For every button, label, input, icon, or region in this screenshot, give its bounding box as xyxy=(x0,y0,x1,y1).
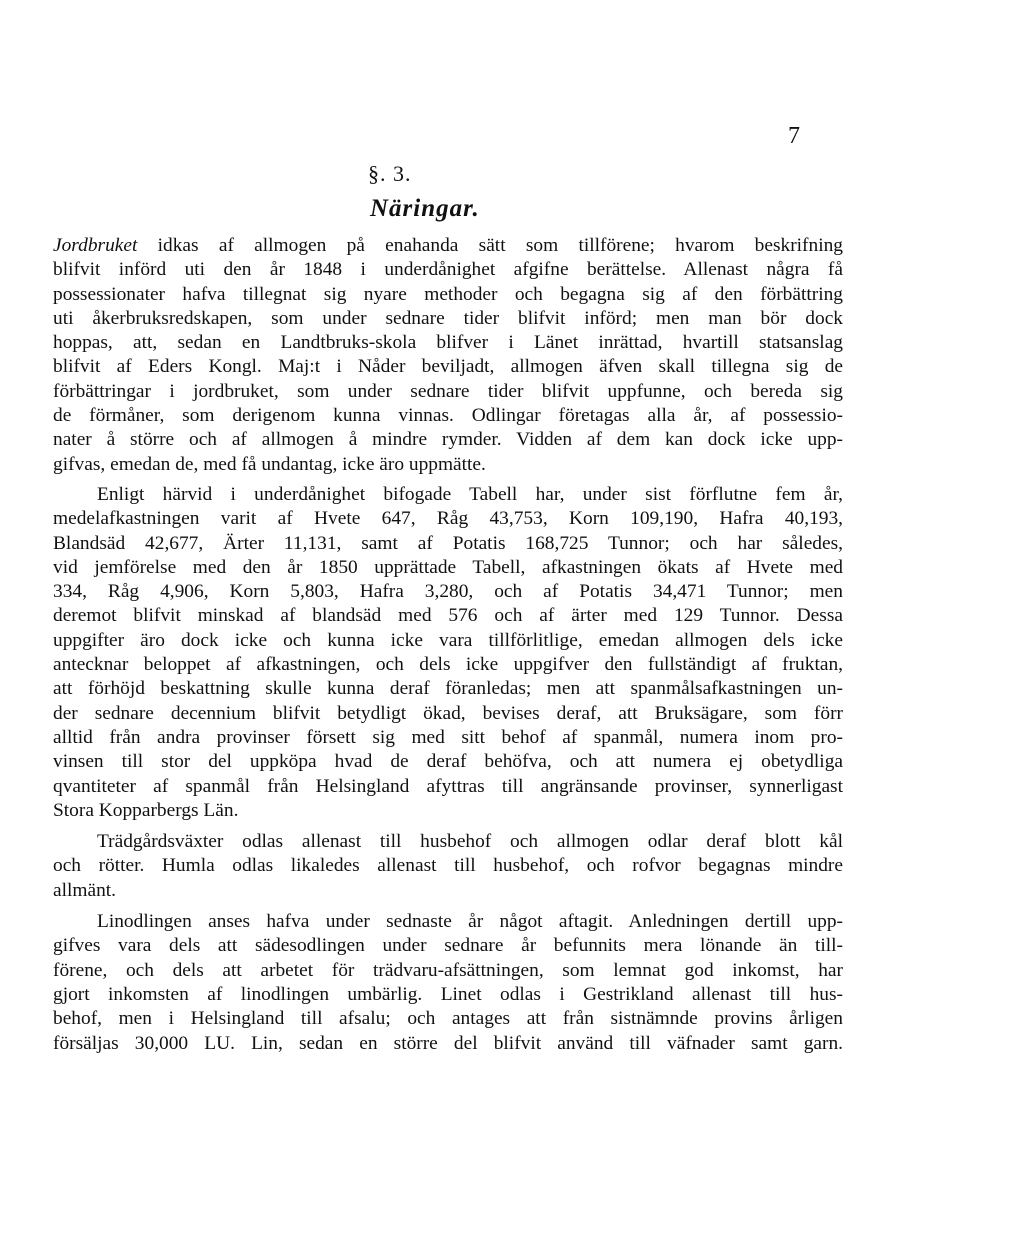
text-line: uppgifter äro dock icke och kunna icke vara tillförlitlige, emedan allmogen dels icke xyxy=(53,629,843,651)
text-line: behof, men i Helsingland till afsalu; och antages att från sistnämnde provins årligen xyxy=(53,1008,843,1030)
text-line: possessionater hafva tillegnat sig nyare methoder och begagna sig af den förbättring xyxy=(53,283,843,305)
text-line: Linodlingen anses hafva under sednaste år något aftagit. Anledningen dertill upp- xyxy=(97,911,843,933)
text-line: gjort inkomsten af linodlingen umbärlig. Linet odlas i Gestrikland allenast till hus- xyxy=(53,983,843,1005)
text-line: gifves vara dels att sädesodlingen under sednare år befunnits mera lönande än till- xyxy=(53,935,843,957)
text-line: gifvas, emedan de, med få undantag, icke äro uppmätte. xyxy=(53,453,486,475)
text-line: 334, Råg 4,906, Korn 5,803, Hafra 3,280, och af Potatis 34,471 Tunnor; men xyxy=(53,581,843,603)
italic-lead-word: Jordbruket xyxy=(53,235,138,256)
line-text: idkas af allmogen på enahanda sätt som tillförene; hvarom beskrifning xyxy=(137,235,843,256)
body-text xyxy=(53,234,843,1056)
text-line: der sednare decennium blifvit betydligt ökad, bevises deraf, att Bruksägare, som förr xyxy=(53,702,843,724)
text-line: de förmåner, som derigenom kunna vinnas. Odlingar företagas alla år, af possessio- xyxy=(53,405,843,427)
text-line: Trädgårdsväxter odlas allenast till husbehof och allmogen odlar deraf blott kål xyxy=(97,831,843,853)
text-line: deremot blifvit minskad af blandsäd med 576 och af ärter med 129 Tunnor. Dessa xyxy=(53,605,843,627)
paragraph-tradgardsvaxter xyxy=(53,830,843,903)
section-number: §. 3. xyxy=(368,161,412,186)
text-line: och rötter. Humla odlas likaledes allenast till husbehof, och rofvor begagnas mindre xyxy=(53,855,843,877)
text-line: alltid från andra provinser försett sig med sitt behof af spanmål, numera inom pro- xyxy=(53,726,843,748)
text-line: allmänt. xyxy=(53,879,117,901)
text-line xyxy=(53,234,843,258)
text-line: qvantiteter af spanmål från Helsingland afyttras till angränsande provinser, synnerligast xyxy=(53,775,843,797)
text-line: vinsen till stor del uppköpa hvad de deraf behöfva, och att numera ej obetydliga xyxy=(53,751,843,773)
text-line: antecknar beloppet af afkastningen, och dels icke uppgifver den fullständigt af fruktan, xyxy=(53,654,843,676)
paragraph-linodlingen xyxy=(53,910,843,1056)
text-line: vid jemförelse med den år 1850 upprättade Tabell, afkastningen ökats af Hvete med xyxy=(53,556,843,578)
text-line: Stora Kopparbergs Län. xyxy=(53,799,239,821)
text-line: att förhöjd beskattning skulle kunna deraf föranledas; men att spanmålsafkastningen un- xyxy=(53,678,843,700)
text-line: Enligt härvid i underdånighet bifogade Tabell har, under sist förflutne fem år, xyxy=(97,483,843,505)
paragraph-medelafkastning xyxy=(53,483,843,823)
text-line: Blandsäd 42,677, Ärter 11,131, samt af Potatis 168,725 Tunnor; och har således, xyxy=(53,532,843,554)
text-line: medelafkastningen varit af Hvete 647, Råg 43,753, Korn 109,190, Hafra 40,193, xyxy=(53,508,843,530)
text-line: hoppas, att, sedan en Landtbruks-skola blifver i Länet inrättad, hvartill statsanslag xyxy=(53,332,843,354)
page-number: 7 xyxy=(788,123,800,149)
text-line: blifvit införd uti den år 1848 i underdånighet afgifne berättelse. Allenast några få xyxy=(53,259,843,281)
paragraph-jordbruket xyxy=(53,234,843,477)
text-line: nater å större och af allmogen å mindre rymder. Vidden af dem kan dock icke upp- xyxy=(53,429,843,451)
text-line: försäljas 30,000 LU. Lin, sedan en större del blifvit använd till väfnader samt garn. xyxy=(53,1032,843,1054)
text-line: blifvit af Eders Kongl. Maj:t i Nåder beviljadt, allmogen äfven skall tillegna sig de xyxy=(53,356,843,378)
text-line: förbättringar i jordbruket, som under sednare tider blifvit uppfunne, och bereda sig xyxy=(53,380,843,402)
section-title: Näringar. xyxy=(370,195,480,222)
text-line: förene, och dels att arbetet för trädvaru-afsättningen, som lemnat god inkomst, har xyxy=(53,959,843,981)
text-line: uti åkerbruksredskapen, som under sednare tider blifvit införd; men man bör dock xyxy=(53,307,843,329)
